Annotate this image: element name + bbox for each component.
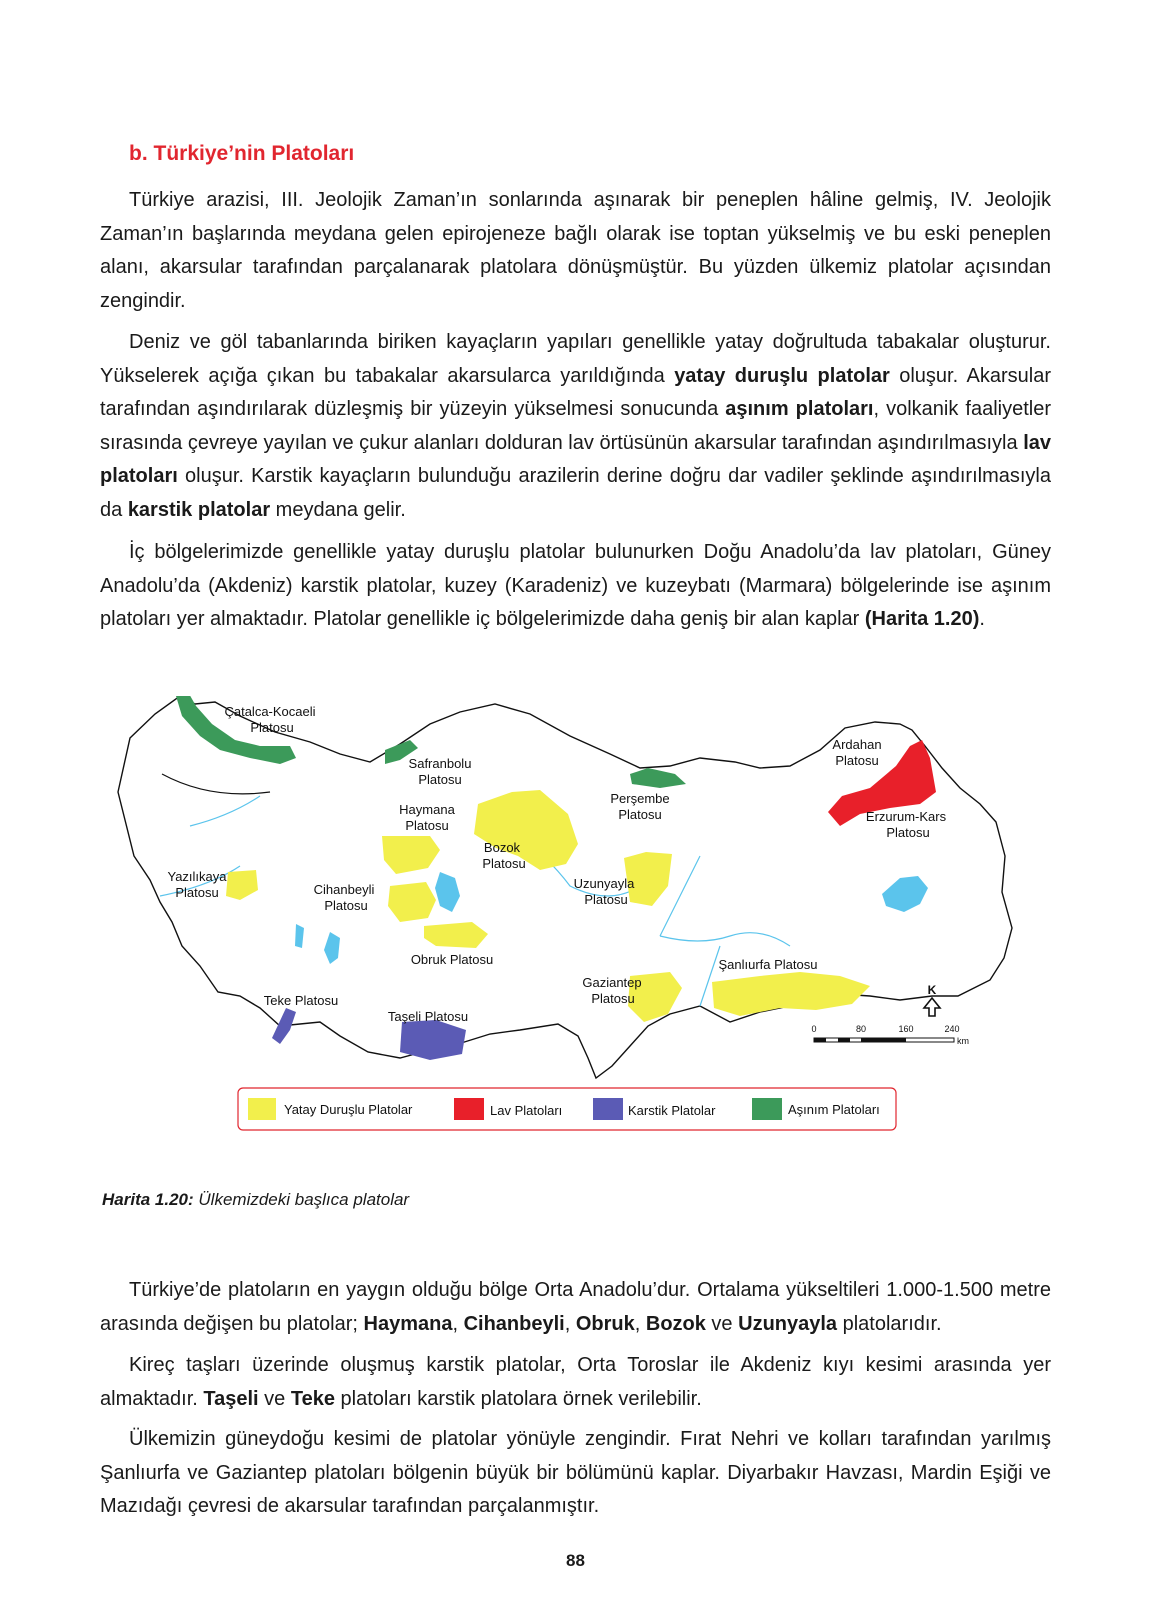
label-uzunyayla-2: Platosu xyxy=(584,892,628,907)
label-ardahan-2: Platosu xyxy=(835,753,879,768)
label-yazilikaya-1: Yazılıkaya xyxy=(167,869,227,884)
map-caption: Harita 1.20: Ülkemizdeki başlıca platolar xyxy=(102,1190,410,1209)
legend-asinim: Aşınım Platoları xyxy=(788,1102,880,1117)
label-erzurum-2: Platosu xyxy=(886,825,930,840)
label-bozok-2: Platosu xyxy=(482,856,526,871)
label-yazilikaya-2: Platosu xyxy=(175,885,219,900)
svg-text:K: K xyxy=(927,983,937,997)
svg-text:160: 160 xyxy=(898,1024,914,1034)
label-persembe-2: Platosu xyxy=(618,807,662,822)
plateau-map xyxy=(100,696,1056,1152)
legend-swatch-lav xyxy=(454,1098,484,1120)
svg-text:240: 240 xyxy=(944,1024,960,1034)
label-cihanbeyli-1: Cihanbeyli xyxy=(313,882,375,897)
label-catalca-2: Platosu xyxy=(250,720,294,735)
label-gaziantep-2: Platosu xyxy=(591,991,635,1006)
label-ardahan-1: Ardahan xyxy=(832,737,882,752)
page-number: 88 xyxy=(566,1551,585,1570)
svg-text:0: 0 xyxy=(811,1024,817,1034)
paragraph-3: İç bölgelerimizde genellikle yatay duruşlu platolar bulunurken Doğu Anadolu’da lav platoları, Güney Anadolu’da (Akdeniz) karstik platolar, kuzey (Karadeniz) ve kuzeybatı (Marmara) bölgelerinde ise aşınım platoları yer almaktadır. Platolar genellikle iç bölgelerimizde daha geniş bir alan kaplar (Harita 1.20). xyxy=(100,541,1051,631)
label-haymana-1: Haymana xyxy=(399,802,455,817)
label-obruk: Obruk Platosu xyxy=(410,952,494,967)
paragraph-5: Kireç taşları üzerinde oluşmuş karstik platolar, Orta Toroslar ile Akdeniz kıyı kesimi arasında yer almaktadır. Taşeli ve Teke platoları karstik platolara örnek verilebilir. xyxy=(100,1354,1051,1410)
legend-swatch-karstik xyxy=(593,1098,623,1120)
legend-yatay: Yatay Duruşlu Platolar xyxy=(284,1102,413,1117)
label-cihanbeyli-2: Platosu xyxy=(324,898,368,913)
paragraph-4: Türkiye’de platoların en yaygın olduğu bölge Orta Anadolu’dur. Ortalama yükseltileri 1.000-1.500 metre arasında değişen bu platolar; Haymana, Cihanbeyli, Obruk, Bozok ve Uzunyayla platolarıdır. xyxy=(100,1279,1051,1335)
label-catalca-1: Çatalca-Kocaeli xyxy=(224,704,316,719)
legend-lav: Lav Platoları xyxy=(490,1103,563,1118)
label-taseli: Taşeli Platosu xyxy=(387,1009,469,1024)
paragraph-1: Türkiye arazisi, III. Jeolojik Zaman’ın sonlarında aşınarak bir peneplen hâline gelmiş, IV. Jeolojik Zaman’ın başlarında meydana gelen epirojeneze bağlı olarak ise toptan yükselmiş ve bu eski peneplen alanı, akarsular tarafından parçalanarak platolara dönüşmüştür. Bu yüzden ülkemiz platolar açısından zengindir. xyxy=(100,189,1051,312)
legend-swatch-asinim xyxy=(752,1098,782,1120)
legend-karstik: Karstik Platolar xyxy=(628,1103,716,1118)
label-gaziantep-1: Gaziantep xyxy=(582,975,642,990)
label-erzurum-1: Erzurum-Kars xyxy=(865,809,947,824)
map-legend xyxy=(238,1088,896,1130)
paragraph-6: Ülkemizin güneydoğu kesimi de platolar yönüyle zengindir. Fırat Nehri ve kolları tarafından yarılmış Şanlıurfa ve Gaziantep platoları bölgenin büyük bir bölümünü kaplar. Diyarbakır Havzası, Mardin Eşiği ve Mazıdağı çevresi de akarsular tarafından parçalanmıştır. xyxy=(100,1428,1051,1518)
label-bozok-1: Bozok xyxy=(483,840,521,855)
label-persembe-1: Perşembe xyxy=(610,791,670,806)
label-haymana-2: Platosu xyxy=(405,818,449,833)
label-uzunyayla-1: Uzunyayla xyxy=(573,876,635,891)
label-safranbolu-1: Safranbolu xyxy=(408,756,472,771)
svg-text:km: km xyxy=(957,1036,969,1046)
label-sanliurfa: Şanlıurfa Platosu xyxy=(718,957,818,972)
label-teke: Teke Platosu xyxy=(263,993,339,1008)
scale-bar xyxy=(811,1024,969,1046)
paragraph-2: Deniz ve göl tabanlarında biriken kayaçların yapıları genellikle yatay doğrultuda tabakalar oluşturur. Yükselerek açığa çıkan bu tabakalar akarsularca yarıldığında yatay duruşlu platolar oluşur. Akarsular tarafından aşındırılarak düzleşmiş bir yüzeyin yükselmesi sonucunda aşınım platoları, volkanik faaliyetler sırasında çevreye yayılan ve çukur alanları dolduran lav örtüsünün akarsular tarafından aşındırılmasıyla lav platoları oluşur. Karstik kayaçların bulunduğu arazilerin derine doğru dar vadiler şeklinde aşındırılmasıyla da karstik platolar meydana gelir. xyxy=(100,331,1051,521)
section-heading: b. Türkiye’nin Platoları xyxy=(129,142,355,165)
label-safranbolu-2: Platosu xyxy=(418,772,462,787)
legend-swatch-yatay xyxy=(248,1098,276,1120)
svg-text:80: 80 xyxy=(855,1024,867,1034)
